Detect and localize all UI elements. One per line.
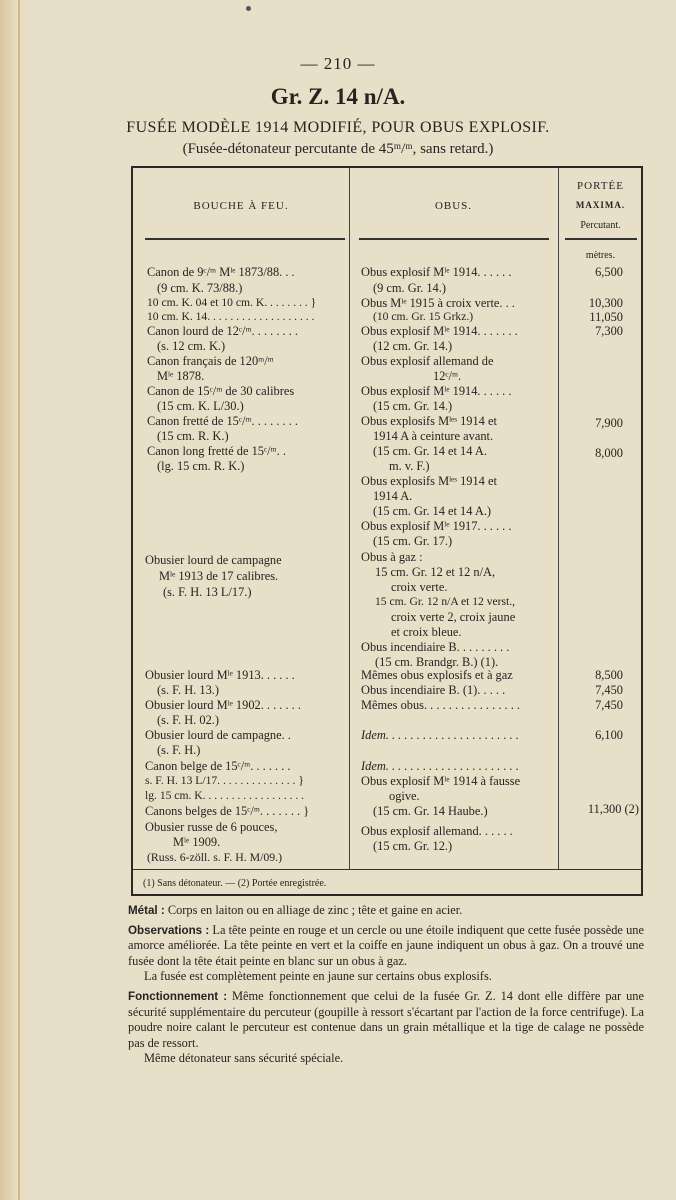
observations-paragraph-2: La fusée est complètement peinte en jaune sur certains obus explosifs. bbox=[144, 969, 492, 984]
obus-line: croix verte. bbox=[391, 580, 448, 594]
obus-line: 1914 A. bbox=[373, 489, 413, 503]
obus-line: Obus Mˡᵉ 1915 à croix verte. . . bbox=[361, 296, 515, 310]
fonctionnement-text: Même fonctionnement que celui de la fusée Gr. Z. 14 dont elle diffère par une sécurité supplémentaire du percuteur (goupille à ressort s'écartant par l'action de la force centrifuge). La poudre noire calant le percuteur est contenue dans un grain métallique et la tige de calage ne possède pas de ressort. bbox=[128, 988, 644, 1050]
bouche-line: Canon français de 120ᵐ/ᵐ bbox=[147, 354, 274, 368]
portee-value: 10,300 bbox=[588, 296, 623, 310]
obus-line: 1914 A à ceinture avant. bbox=[373, 429, 494, 443]
observations-label: Observations : bbox=[128, 923, 210, 937]
table-footnote: (1) Sans détonateur. — (2) Portée enregistrée. bbox=[143, 878, 327, 889]
obus-line: (10 cm. Gr. 15 Grkz.) bbox=[373, 310, 474, 323]
bouche-line: (lg. 15 cm. R. K.) bbox=[157, 459, 245, 473]
bouche-line: lg. 15 cm. K. . . . . . . . . . . . . . . . . . bbox=[145, 789, 305, 802]
header-bouche: BOUCHE À FEU. bbox=[193, 200, 289, 212]
portee-value: 6,500 bbox=[595, 265, 623, 279]
bouche-line: (s. 12 cm. K.) bbox=[157, 339, 226, 353]
bouche-line: Obusier lourd de campagne. . bbox=[145, 728, 291, 742]
obus-line: Idem. . . . . . . . . . . . . . . . . . . . . . bbox=[361, 728, 519, 742]
page-subtitle-detail: (Fusée-détonateur percutante de 45ᵐ/ᵐ, sans retard.) bbox=[182, 141, 494, 157]
bouche-line: Canon de 9ᶜ/ᵐ Mˡᵉ 1873/88. . . bbox=[147, 265, 295, 279]
portee-value: 8,500 bbox=[595, 668, 623, 682]
obus-line: Obus à gaz : bbox=[361, 550, 423, 564]
bouche-line: (s. F. H. 13.) bbox=[157, 683, 219, 697]
bouche-line: Canon fretté de 15ᶜ/ᵐ. . . . . . . . bbox=[147, 414, 298, 428]
fonctionnement-paragraph-2: Même détonateur sans sécurité spéciale. bbox=[144, 1051, 344, 1066]
bouche-line: (s. F. H. 02.) bbox=[157, 713, 219, 727]
column-divider bbox=[349, 168, 350, 870]
obus-line: croix verte 2, croix jaune bbox=[391, 610, 516, 624]
bouche-line: (s. F. H. 13 L/17.) bbox=[163, 585, 252, 599]
column-divider bbox=[558, 168, 559, 870]
bouche-line: (9 cm. K. 73/88.) bbox=[157, 281, 243, 295]
bouche-line: Mˡᵉ 1913 de 17 calibres. bbox=[159, 569, 279, 583]
obus-line: (15 cm. Gr. 14 et 14 A.) bbox=[373, 504, 492, 518]
obus-line: (15 cm. Brandgr. B.) (1). bbox=[375, 655, 499, 669]
obus-line: Obus explosifs Mˡᵉˢ 1914 et bbox=[361, 474, 497, 488]
header-obus: OBUS. bbox=[434, 200, 473, 212]
portee-value: 11,300 (2) bbox=[587, 802, 639, 816]
header-percutant: Percutant. bbox=[580, 220, 621, 231]
obus-line: (15 cm. Gr. 12.) bbox=[373, 839, 453, 853]
bouche-line: Obusier russe de 6 pouces, bbox=[145, 820, 278, 834]
page-number: — 210 — bbox=[300, 54, 376, 73]
obus-line: Obus explosifs Mˡᵉˢ 1914 et bbox=[361, 414, 497, 428]
portee-value: 7,300 bbox=[595, 324, 623, 338]
metal-paragraph bbox=[128, 903, 644, 919]
portee-value: 7,450 bbox=[595, 698, 623, 712]
bouche-line: Mˡᵉ 1909. bbox=[173, 835, 221, 849]
obus-line: 15 cm. Gr. 12 et 12 n/A, bbox=[375, 565, 496, 579]
portee-value: 7,450 bbox=[595, 683, 623, 697]
ink-speck bbox=[246, 6, 251, 11]
obus-line: (15 cm. Gr. 14 et 14 A. bbox=[373, 444, 487, 458]
portee-value: 11,050 bbox=[589, 310, 623, 324]
obus-line: (9 cm. Gr. 14.) bbox=[373, 281, 446, 295]
obus-line: Obus explosif Mˡᵉ 1914. . . . . . bbox=[361, 384, 512, 398]
portee-value: 8,000 bbox=[595, 446, 623, 460]
bouche-line: Canon long fretté de 15ᶜ/ᵐ. . bbox=[147, 444, 286, 458]
portee-value: 7,900 bbox=[595, 416, 623, 430]
obus-line: Obus explosif allemand. . . . . . bbox=[361, 824, 513, 838]
bouche-line: Obusier lourd de campagne bbox=[145, 553, 282, 567]
bouche-line: Canon lourd de 12ᶜ/ᵐ. . . . . . . . bbox=[147, 324, 299, 338]
bouche-line: (15 cm. K. L/30.) bbox=[157, 399, 244, 413]
footnote-rule bbox=[133, 869, 641, 870]
obus-line: 12ᶜ/ᵐ. bbox=[433, 369, 462, 383]
bouche-line: Mˡᵉ 1878. bbox=[157, 369, 205, 383]
header-portee: PORTÉE bbox=[577, 180, 624, 192]
bouche-line: Canons belges de 15ᶜ/ᵐ. . . . . . . } bbox=[145, 804, 310, 818]
bouche-line: 10 cm. K. 04 et 10 cm. K. . . . . . . . } bbox=[147, 296, 317, 309]
header-rule bbox=[565, 238, 637, 240]
obus-line: Obus explosif Mˡᵉ 1914. . . . . . . bbox=[361, 324, 518, 338]
obus-line: et croix bleue. bbox=[391, 625, 462, 639]
obus-line: Mêmes obus explosifs et à gaz bbox=[361, 668, 513, 682]
obus-line: m. v. F.) bbox=[389, 459, 430, 473]
observations-text: La tête peinte en rouge et un cercle ou une étoile indiquent que cette fusée possède une amorce améliorée. La tête peinte en vert et la coiffe en jaune indiquent un obus à gaz. On a trouvé une fusée dont la tête était peinte en blanc sur un obus à gaz. bbox=[128, 922, 644, 968]
metal-text: Corps en laiton ou en alliage de zinc ; tête et gaine en acier. bbox=[167, 903, 463, 917]
notes-section bbox=[128, 903, 644, 1067]
obus-line: (15 cm. Gr. 14.) bbox=[373, 399, 453, 413]
bouche-line: Obusier lourd Mˡᵉ 1902. . . . . . . bbox=[145, 698, 301, 712]
page-subtitle: FUSÉE MODÈLE 1914 MODIFIÉ, POUR OBUS EXPLOSIF. bbox=[126, 119, 550, 136]
bouche-line: (Russ. 6-zöll. s. F. H. M/09.) bbox=[147, 850, 283, 864]
bouche-line: (s. F. H.) bbox=[157, 743, 201, 757]
obus-line: Mêmes obus. . . . . . . . . . . . . . . . bbox=[361, 698, 521, 712]
obus-line: (15 cm. Gr. 17.) bbox=[373, 534, 453, 548]
portee-value: 6,100 bbox=[595, 728, 623, 742]
page-title: Gr. Z. 14 n/A. bbox=[270, 84, 406, 109]
observations-paragraph bbox=[128, 923, 644, 970]
bouche-line: (15 cm. R. K.) bbox=[157, 429, 229, 443]
bouche-line: 10 cm. K. 14. . . . . . . . . . . . . . . . . . . bbox=[147, 310, 315, 323]
obus-line: Obus explosif allemand de bbox=[361, 354, 494, 368]
obus-line: (15 cm. Gr. 14 Haube.) bbox=[373, 804, 488, 818]
header-rule bbox=[145, 238, 345, 240]
obus-line: Obus explosif Mˡᵉ 1914. . . . . . bbox=[361, 265, 512, 279]
header-metres: mètres. bbox=[585, 250, 616, 261]
fonctionnement-label: Fonctionnement : bbox=[128, 989, 228, 1003]
bouche-line: Obusier lourd Mˡᵉ 1913. . . . . . bbox=[145, 668, 295, 682]
obus-line: (12 cm. Gr. 14.) bbox=[373, 339, 453, 353]
obus-line: Obus explosif Mˡᵉ 1917. . . . . . bbox=[361, 519, 512, 533]
header-maxima: MAXIMA. bbox=[575, 200, 626, 210]
obus-line: Obus incendiaire B. (1). . . . . bbox=[361, 683, 506, 697]
fuse-table bbox=[131, 166, 643, 896]
bouche-line: Canon de 15ᶜ/ᵐ de 30 calibres bbox=[147, 384, 295, 398]
metal-label: Métal : bbox=[128, 904, 165, 917]
obus-line: Idem. . . . . . . . . . . . . . . . . . . . . . bbox=[361, 759, 519, 773]
bouche-line: Canon belge de 15ᶜ/ᵐ. . . . . . . bbox=[145, 759, 291, 773]
fonctionnement-paragraph bbox=[128, 989, 644, 1051]
header-rule bbox=[359, 238, 549, 240]
bouche-line: s. F. H. 13 L/17. . . . . . . . . . . . . . } bbox=[145, 774, 304, 787]
obus-line: Obus explosif Mˡᵉ 1914 à fausse bbox=[361, 774, 521, 788]
obus-line: 15 cm. Gr. 12 n/A et 12 verst., bbox=[375, 595, 516, 608]
obus-line: ogive. bbox=[389, 789, 420, 803]
obus-line: Obus incendiaire B. . . . . . . . . bbox=[361, 640, 510, 654]
